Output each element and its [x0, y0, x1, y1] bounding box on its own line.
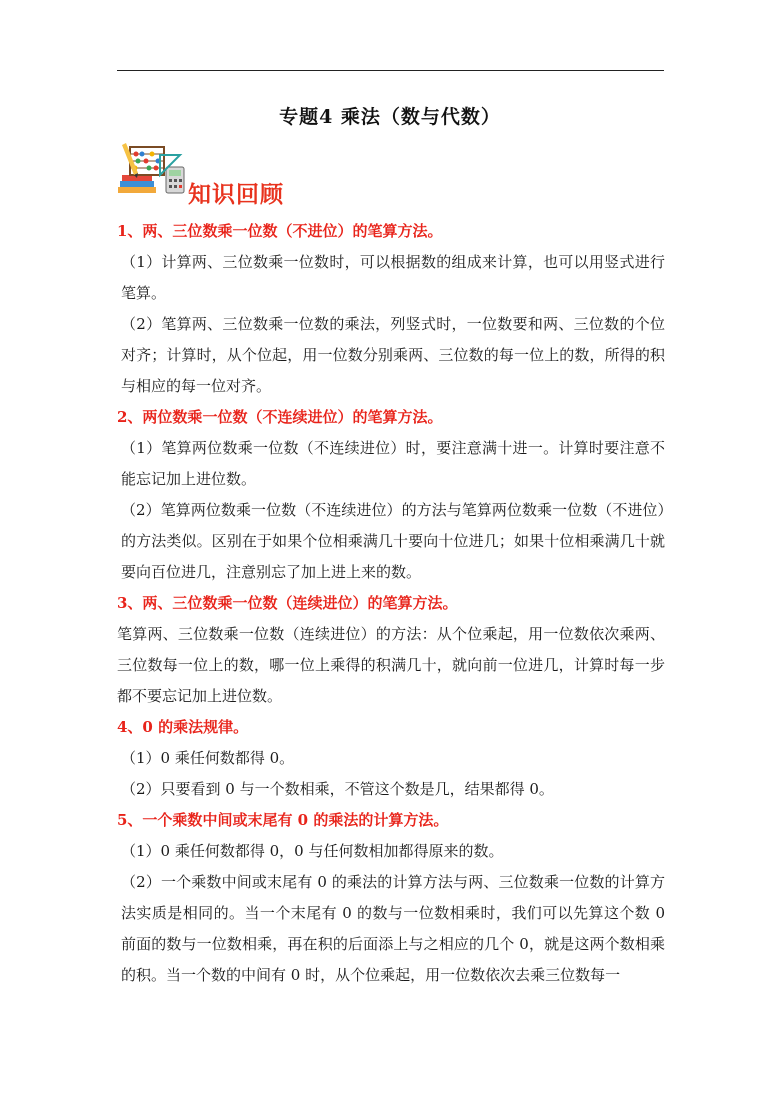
document-body — [117, 216, 665, 991]
paragraph: （2）笔算两、三位数乘一位数的乘法，列竖式时，一位数要和两、三位数的个位对齐；计算时，从个位起，用一位数分别乘两、三位数的每一位上的数，所得的积与相应的每一位对齐。 — [121, 315, 665, 395]
paragraph: （1）笔算两位数乘一位数（不连续进位）时，要注意满十进一。计算时要注意不能忘记加上进位数。 — [121, 439, 665, 488]
paragraph: （2）一个乘数中间或末尾有 0 的乘法的计算方法与两、三位数乘一位数的计算方法实质是相同的。当一个末尾有 0 的数与一位数相乘时，我们可以先算这个数 0 前面的数与一位数相乘，再在积的后面添上与之相应的几个 0，就是这两个数相乘的积。当一个数的中间有 0 时，从个位乘起，用一位数依次去乘三位数每一 — [121, 873, 665, 984]
section-heading: 1、两、三位数乘一位数（不进位）的笔算方法。 — [117, 222, 443, 240]
paragraph: （2）笔算两位数乘一位数（不连续进位）的方法与笔算两位数乘一位数（不进位）的方法类似。区别在于如果个位相乘满几十要向十位进几；如果十位相乘满几十就要向百位进几，注意别忘了加上进上来的数。 — [121, 501, 665, 581]
section-banner: 知识回顾 — [188, 181, 284, 208]
paragraph: （1）计算两、三位数乘一位数时，可以根据数的组成来计算，也可以用竖式进行笔算。 — [121, 253, 665, 302]
page-title: 专题4 乘法（数与代数） — [279, 106, 501, 128]
paragraph: （1）0 乘任何数都得 0，0 与任何数相加都得原来的数。 — [121, 842, 504, 860]
paragraph: （1）0 乘任何数都得 0。 — [121, 749, 295, 767]
section-heading: 4、0 的乘法规律。 — [117, 718, 249, 736]
paragraph: 笔算两、三位数乘一位数（连续进位）的方法：从个位乘起，用一位数依次乘两、三位数每一位上的数，哪一位上乘得的积满几十，就向前一位进几，计算时每一步都不要忘记加上进位数。 — [117, 625, 665, 705]
paragraph: （2）只要看到 0 与一个数相乘，不管这个数是几，结果都得 0。 — [121, 780, 554, 798]
section-heading: 2、两位数乘一位数（不连续进位）的笔算方法。 — [117, 408, 443, 426]
abacus-stationery-icon — [116, 143, 188, 199]
header-rule — [117, 70, 664, 71]
section-heading: 3、两、三位数乘一位数（连续进位）的笔算方法。 — [117, 594, 458, 612]
section-heading: 5、一个乘数中间或末尾有 0 的乘法的计算方法。 — [117, 811, 449, 829]
